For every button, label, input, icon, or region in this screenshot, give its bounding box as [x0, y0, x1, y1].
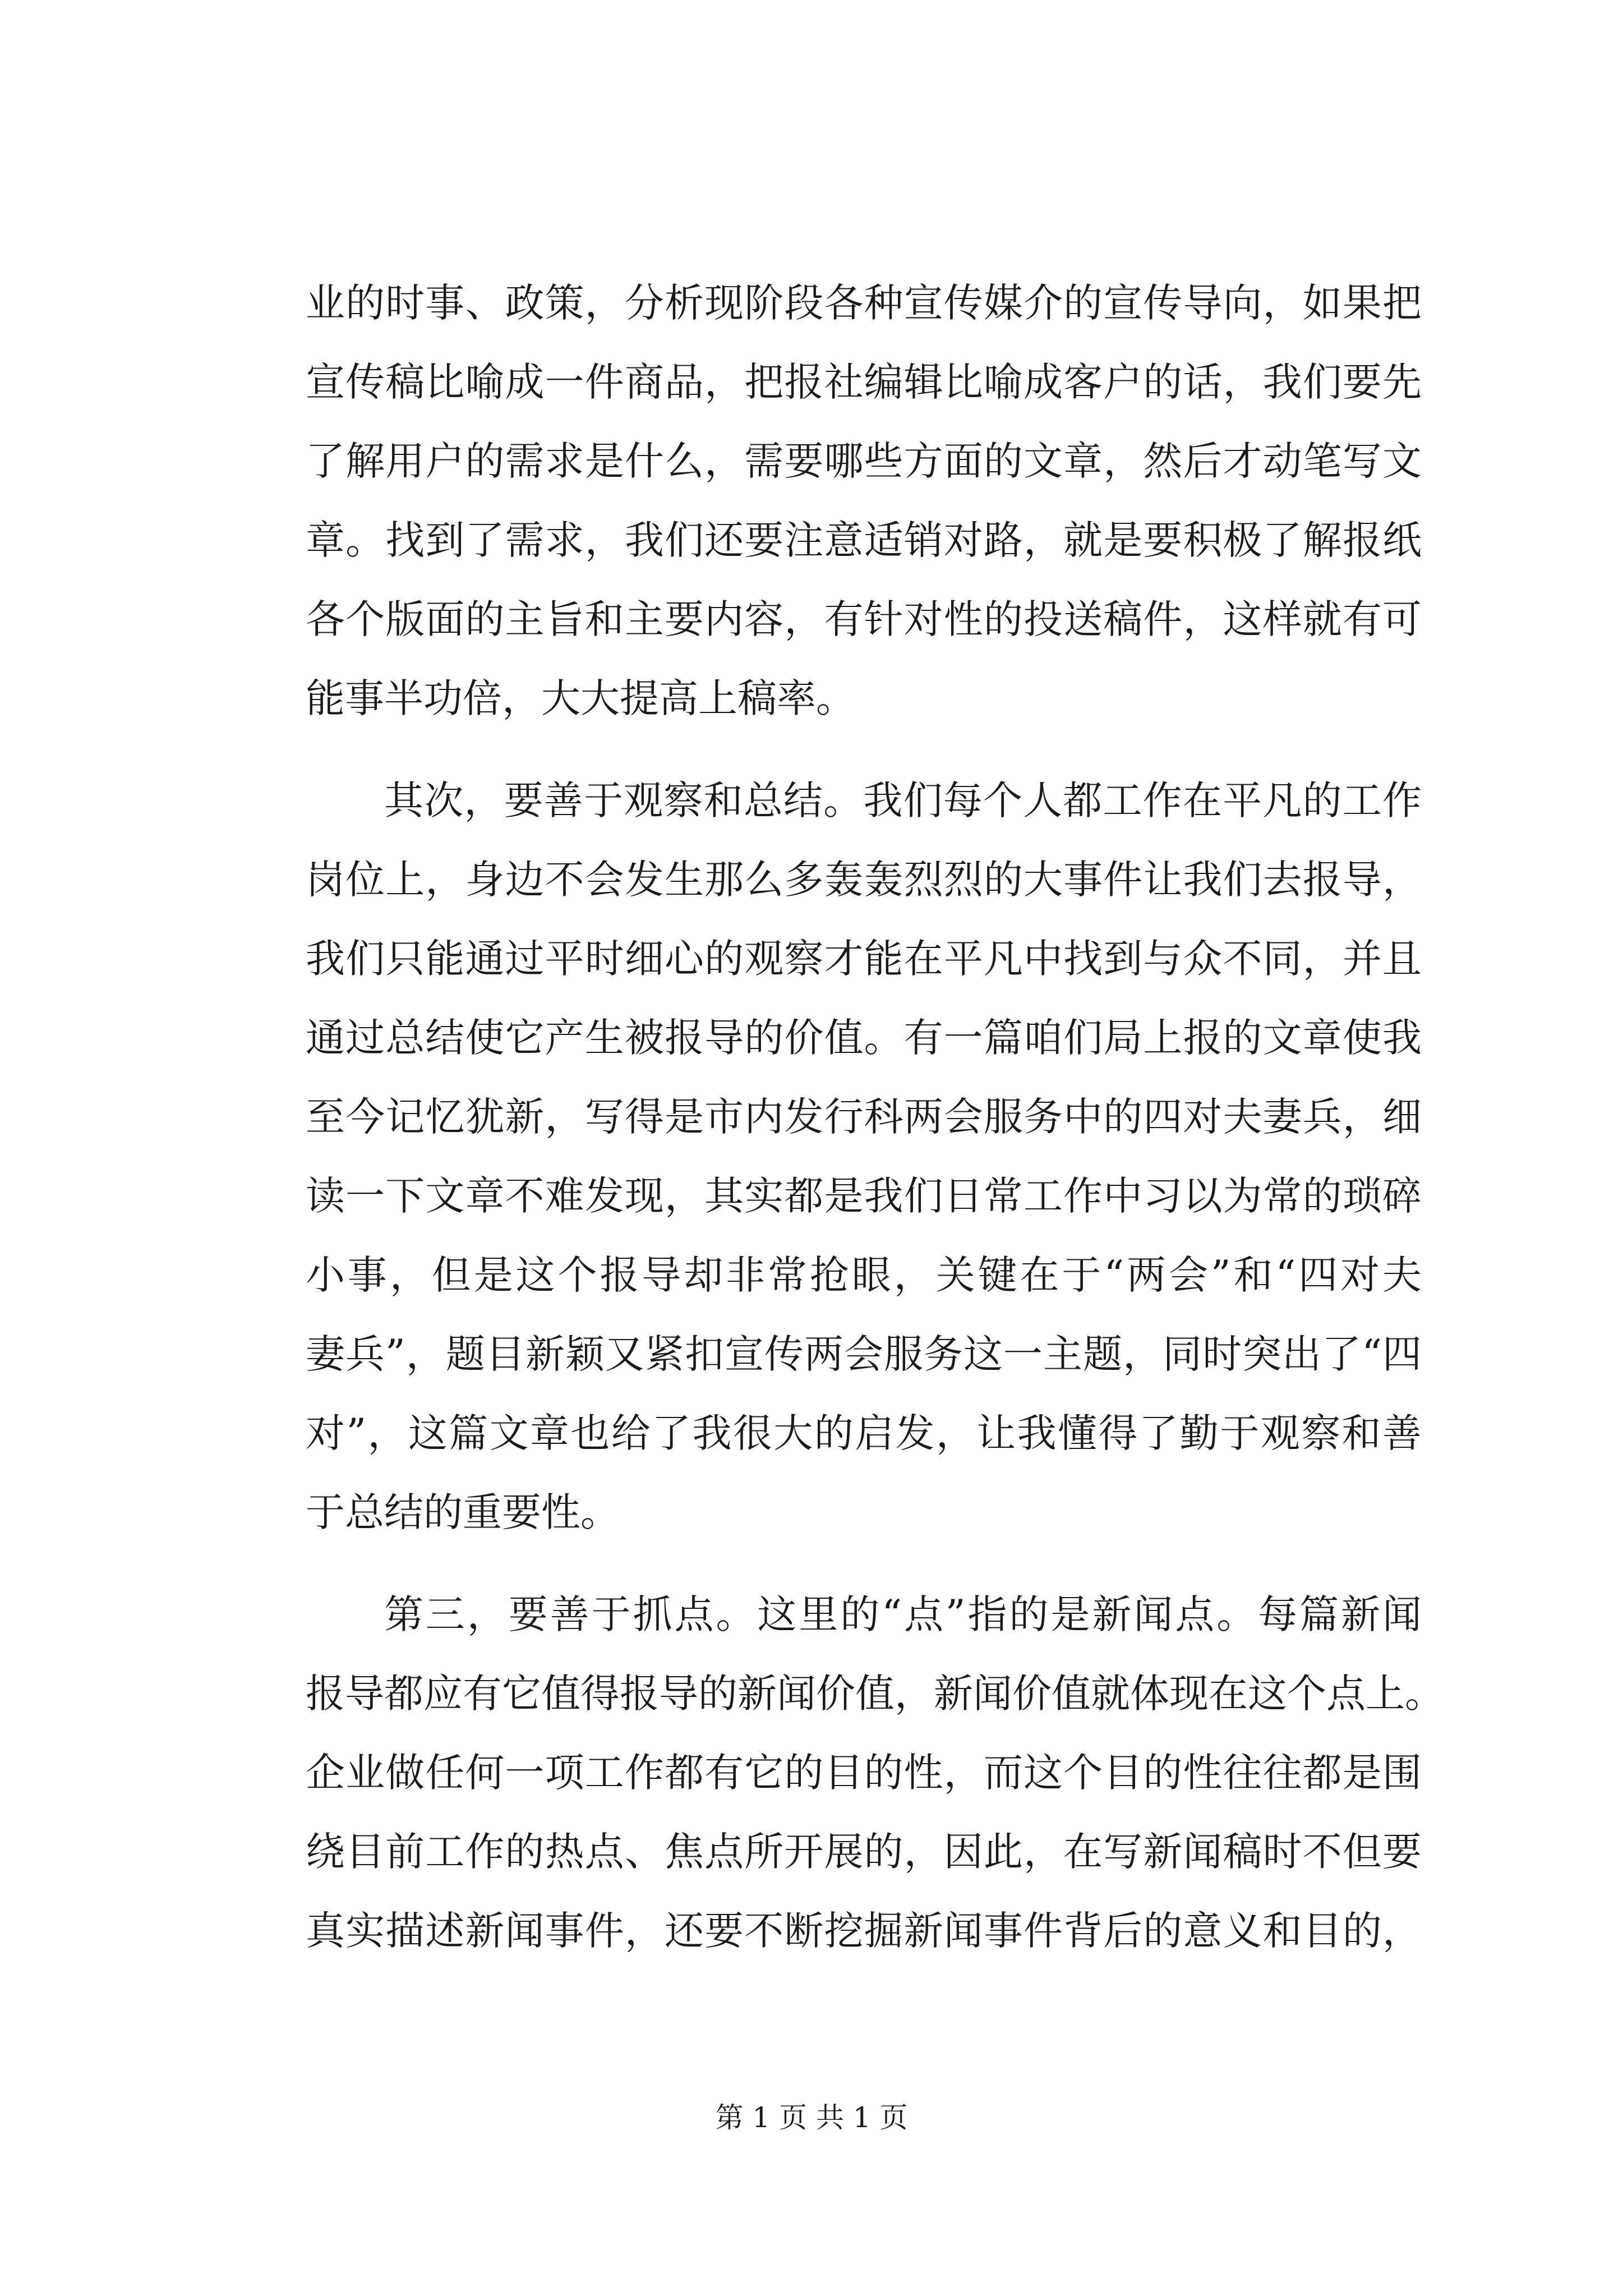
text-line: 能事半功倍，大大提高上稿率。	[306, 675, 855, 721]
paragraph-1	[306, 264, 1422, 738]
text-line: 了解用户的需求是什么，需要哪些方面的文章，然后才动笔写文	[306, 438, 1422, 484]
paragraph-2	[306, 761, 1422, 1552]
text-line: 第三，要善于抓点。这里的“点”指的是新闻点。每篇新闻	[384, 1591, 1422, 1637]
text-line: 我们只能通过平时细心的观察才能在平凡中找到与众不同，并且	[306, 936, 1422, 982]
text-line: 小事，但是这个报导却非常抢眼，关键在于“两会”和“四对夫	[306, 1252, 1422, 1298]
text-line: 报导都应有它值得报导的新闻价值，新闻价值就体现在这个点上。	[306, 1671, 1444, 1717]
page-number-footer: 第 1 页 共 1 页	[715, 2101, 908, 2134]
text-line: 业的时事、政策，分析现阶段各种宣传媒介的宣传导向，如果把	[306, 280, 1422, 326]
text-line: 于总结的重要性。	[306, 1489, 620, 1535]
text-line: 妻兵”，题目新颖又紧扣宣传两会服务这一主题，同时突出了“四	[306, 1331, 1422, 1377]
text-line: 章。找到了需求，我们还要注意适销对路，就是要积极了解报纸	[306, 517, 1422, 563]
text-line: 真实描述新闻事件，还要不断挖掘新闻事件背后的意义和目的，	[306, 1908, 1422, 1954]
text-line: 宣传稿比喻成一件商品，把报社编辑比喻成客户的话，我们要先	[306, 359, 1422, 405]
text-line: 对”，这篇文章也给了我很大的启发，让我懂得了勤于观察和善	[306, 1410, 1422, 1456]
text-line: 其次，要善于观察和总结。我们每个人都工作在平凡的工作	[384, 777, 1422, 823]
text-line: 至今记忆犹新，写得是市内发行科两会服务中的四对夫妻兵，细	[306, 1094, 1422, 1140]
text-line: 岗位上，身边不会发生那么多轰轰烈烈的大事件让我们去报导，	[306, 857, 1422, 903]
paragraph-gap	[306, 738, 1422, 761]
document-body	[306, 264, 1444, 1971]
text-line: 企业做任何一项工作都有它的目的性，而这个目的性往往都是围	[306, 1750, 1422, 1796]
text-line: 绕目前工作的热点、焦点所开展的，因此，在写新闻稿时不但要	[306, 1829, 1422, 1875]
text-line: 通过总结使它产生被报导的价值。有一篇咱们局上报的文章使我	[306, 1015, 1422, 1061]
text-line: 读一下文章不难发现，其实都是我们日常工作中习以为常的琐碎	[306, 1173, 1422, 1219]
paragraph-gap	[306, 1552, 1422, 1575]
text-line: 各个版面的主旨和主要内容，有针对性的投送稿件，这样就有可	[306, 596, 1422, 642]
paragraph-3	[306, 1575, 1444, 1971]
